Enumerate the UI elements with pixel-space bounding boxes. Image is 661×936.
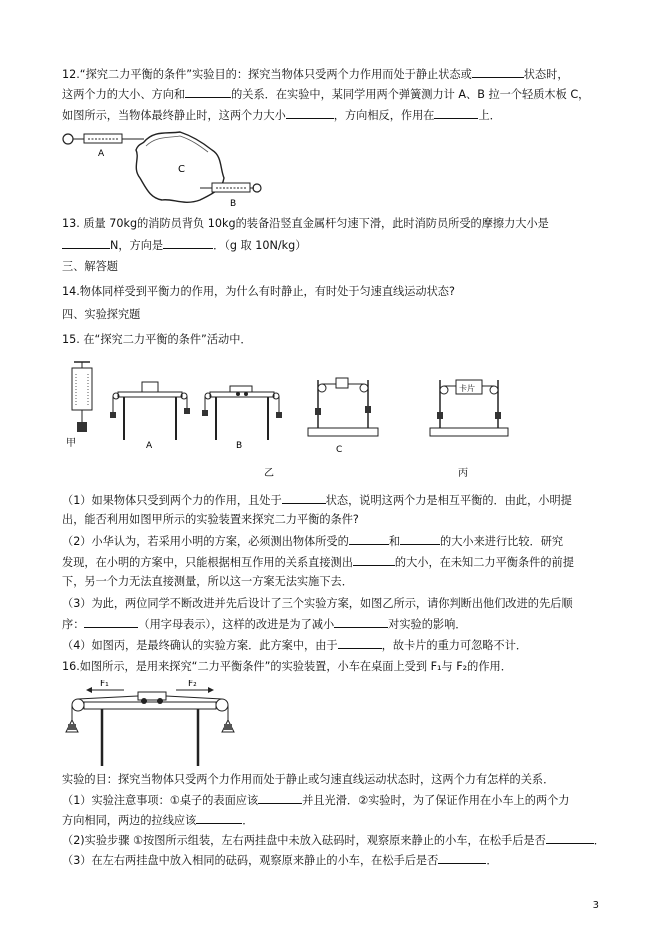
q16-goal: 实验的目：探究当物体只受两个力作用而处于静止或匀速直线运动状态时，这两个力有怎样的关系．	[62, 773, 555, 786]
q16-figure	[64, 680, 240, 768]
label-a: A	[98, 149, 105, 159]
answer-blank[interactable]	[338, 637, 382, 649]
q15-p2-line1: （2）小华认为，若采用小明的方案，必须测出物体所受的 和 的大小来进行比较．研究	[62, 535, 564, 548]
q16-p1-line1: （1）实验注意事项：①桌子的表面应该 并且光滑．②实验时，为了保证作用在小车上的两个力	[62, 794, 570, 807]
q15-p2-line2: 发现，在小明的方案中，只能根据相互作用的关系直接测出 的大小，在未知二力平衡条件的前提	[62, 556, 574, 569]
label-c: C	[336, 445, 343, 455]
q15-p4: （4）如图丙，是最终确认的实验方案．此方案中，由于 ，故卡片的重力可忽略不计．	[62, 639, 528, 652]
answer-blank[interactable]	[353, 554, 395, 566]
answer-blank[interactable]	[163, 237, 213, 249]
answer-blank[interactable]	[434, 107, 478, 119]
q16-p1-line2: 方向相同，两边的拉线应该 ．	[62, 814, 254, 827]
q15-figure	[60, 360, 580, 482]
q14: 14.物体同样受到平衡力的作用，为什么有时静止，有时处于匀速直线运动状态?	[62, 285, 455, 298]
q15-p3-line2: 序： （用字母表示），这样的改进是为了减小 对实验的影响．	[62, 618, 467, 631]
label-c: C	[178, 164, 185, 175]
label-b: B	[230, 199, 237, 209]
q16-title: 16.如图所示，是用来探究“二力平衡条件”的实验装置，小车在桌面上受到 F₁与 F₂的作用．	[62, 660, 512, 673]
page-number: 3	[592, 900, 599, 911]
answer-blank[interactable]	[546, 832, 594, 844]
q15-p1-line1: （1）如果物体只受到两个力的作用，且处于 状态，说明这两个力是相互平衡的．由此，小明提	[62, 494, 572, 507]
answer-blank[interactable]	[258, 792, 302, 804]
q13-line1: 13. 质量 70kg的消防员背负 10kg的装备沿竖直金属杆匀速下滑，此时消防员所受的摩擦力大小是	[62, 217, 549, 230]
answer-blank[interactable]	[185, 86, 231, 98]
q16-p2: （2)实验步骤 ①按图所示组装，左右两挂盘中未放入砝码时，观察原来静止的小车，在松手后是否 ．	[62, 834, 605, 847]
answer-blank[interactable]	[62, 237, 110, 249]
label-f1: F₁	[100, 680, 109, 689]
q12-figure	[62, 128, 262, 210]
q12-line2: 这两个力的大小、方向和 的关系．在实验中，某同学用两个弹簧测力计 A、B 拉一个轻质木板 C，	[62, 88, 590, 101]
q12-line3: 如图所示，当物体最终静止时，这两个力大小 ，方向相反，作用在 上．	[62, 109, 501, 122]
q12-line1: 12.“探究二力平衡的条件”实验目的：探究当物体只受两个力作用而处于静止状态或 状态时，	[62, 68, 569, 81]
q15-p1-line2: 出，能否利用如图甲所示的实验装置来探究二力平衡的条件?	[62, 513, 359, 526]
answer-blank[interactable]	[349, 533, 389, 545]
answer-blank[interactable]	[438, 852, 486, 864]
label-a: A	[146, 441, 153, 451]
label-f2: F₂	[188, 680, 197, 689]
answer-blank[interactable]	[472, 66, 524, 78]
q15-p2-line3: 下，另一个力无法直接测量，所以这一方案无法实施下去．	[62, 575, 353, 588]
answer-blank[interactable]	[282, 492, 326, 504]
label-b: B	[236, 441, 243, 451]
q15-p3-line1: （3）为此，两位同学不断改进并先后设计了三个实验方案，如图乙所示，请你判断出他们改进的先后顺	[62, 597, 573, 610]
label-bing: 丙	[458, 468, 468, 479]
answer-blank[interactable]	[84, 616, 138, 628]
card-label: 卡片	[459, 384, 475, 393]
label-yi: 乙	[264, 468, 274, 479]
q16-p3: （3）在左右两挂盘中放入相同的砝码，观察原来静止的小车，在松手后是否 ．	[62, 854, 498, 867]
answer-blank[interactable]	[400, 533, 440, 545]
section-3-heading: 三、解答题	[62, 260, 118, 273]
label-jia: 甲	[66, 438, 76, 449]
answer-blank[interactable]	[334, 616, 388, 628]
answer-blank[interactable]	[286, 107, 334, 119]
q13-line2: N，方向是 ．（g 取 10N/kg）	[62, 237, 306, 254]
section-4-heading: 四、实验探究题	[62, 308, 141, 321]
q15-title: 15. 在“探究二力平衡的条件”活动中．	[62, 333, 252, 346]
answer-blank[interactable]	[196, 812, 242, 824]
